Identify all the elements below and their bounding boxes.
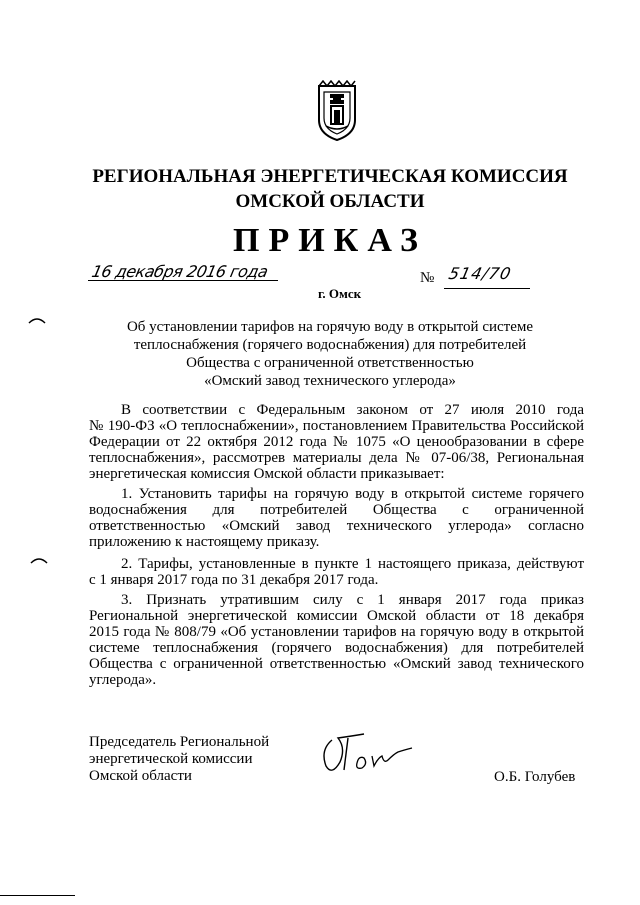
body-line: теплоснабжения», рассмотрев материалы дела № 07-06/38, Региональная <box>89 450 584 466</box>
body-line: водоснабжения для потребителей Общества с ограниченной <box>89 502 584 518</box>
body-line: Региональной энергетической комиссии Омской области от 18 декабря <box>89 608 584 624</box>
item-1-paragraph <box>89 486 584 550</box>
city-label: г. Омск <box>318 286 362 301</box>
body-line: энергетическая комиссия Омской области приказывает: <box>89 466 445 482</box>
handwritten-number: 514/70 <box>446 264 514 283</box>
signatory-title-line: Омской области <box>89 768 192 784</box>
preamble-paragraph <box>89 402 584 482</box>
body-line: с 1 января 2017 года по 31 декабря 2017 года. <box>89 572 379 588</box>
subject-line: Об установлении тарифов на горячую воду в открытой системе <box>126 319 534 335</box>
body-line: В соответствии с Федеральным законом от 27 июля 2010 года <box>121 402 584 418</box>
handwritten-date: 16 декабря 2016 года <box>89 262 270 281</box>
number-underline <box>444 288 530 289</box>
coat-of-arms-icon <box>316 80 358 142</box>
body-line: 1. Установить тарифы на горячую воду в открытой системе горячего <box>121 486 584 502</box>
org-name-line2: ОМСКОЙ ОБЛАСТИ <box>235 191 425 212</box>
body-line: ответственностью «Омский завод технического углерода» согласно <box>89 518 584 534</box>
body-line: системе теплоснабжения (горячего водоснабжения) для потребителей <box>89 640 584 656</box>
body-line: Общества с ограниченной ответственностью «Омский завод технического <box>89 656 584 672</box>
date-underline <box>88 280 278 281</box>
signatory-title-line: энергетической комиссии <box>89 751 253 767</box>
subject-line: «Омский завод технического углерода» <box>204 373 456 389</box>
body-line: 3. Признать утратившим силу с 1 января 2017 года приказ <box>121 592 584 608</box>
margin-mark-icon <box>28 316 46 324</box>
subject-line: теплоснабжения (горячего водоснабжения) для потребителей <box>133 337 527 353</box>
body-line: приложению к настоящему приказу. <box>89 534 320 550</box>
signatory-title-line: Председатель Региональной <box>89 734 270 750</box>
body-line: № 190-ФЗ «О теплоснабжении», постановлением Правительства Российской <box>89 418 584 434</box>
org-name-line1: РЕГИОНАЛЬНАЯ ЭНЕРГЕТИЧЕСКАЯ КОМИССИЯ <box>92 166 568 187</box>
signatory-title <box>89 734 269 785</box>
item-3-paragraph <box>89 592 584 688</box>
signer-name: О.Б. Голубев <box>494 769 576 785</box>
margin-mark-icon <box>30 556 48 564</box>
subject-line: Общества с ограниченной ответственностью <box>186 355 474 371</box>
item-2-paragraph <box>89 556 584 588</box>
footer-rule <box>0 895 75 896</box>
document-type-title: ПРИКАЗ <box>233 222 427 259</box>
body-line: 2. Тарифы, установленные в пункте 1 настоящего приказа, действуют <box>121 556 584 572</box>
body-line: углерода». <box>89 672 157 688</box>
body-line: 2015 года № 808/79 «Об установлении тарифов на горячую воду в открытой <box>89 624 584 640</box>
handwritten-signature <box>318 730 414 780</box>
body-line: Федерации от 22 октября 2012 года № 1075 «О ценообразовании в сфере <box>89 434 584 450</box>
number-sign: № <box>420 270 435 286</box>
